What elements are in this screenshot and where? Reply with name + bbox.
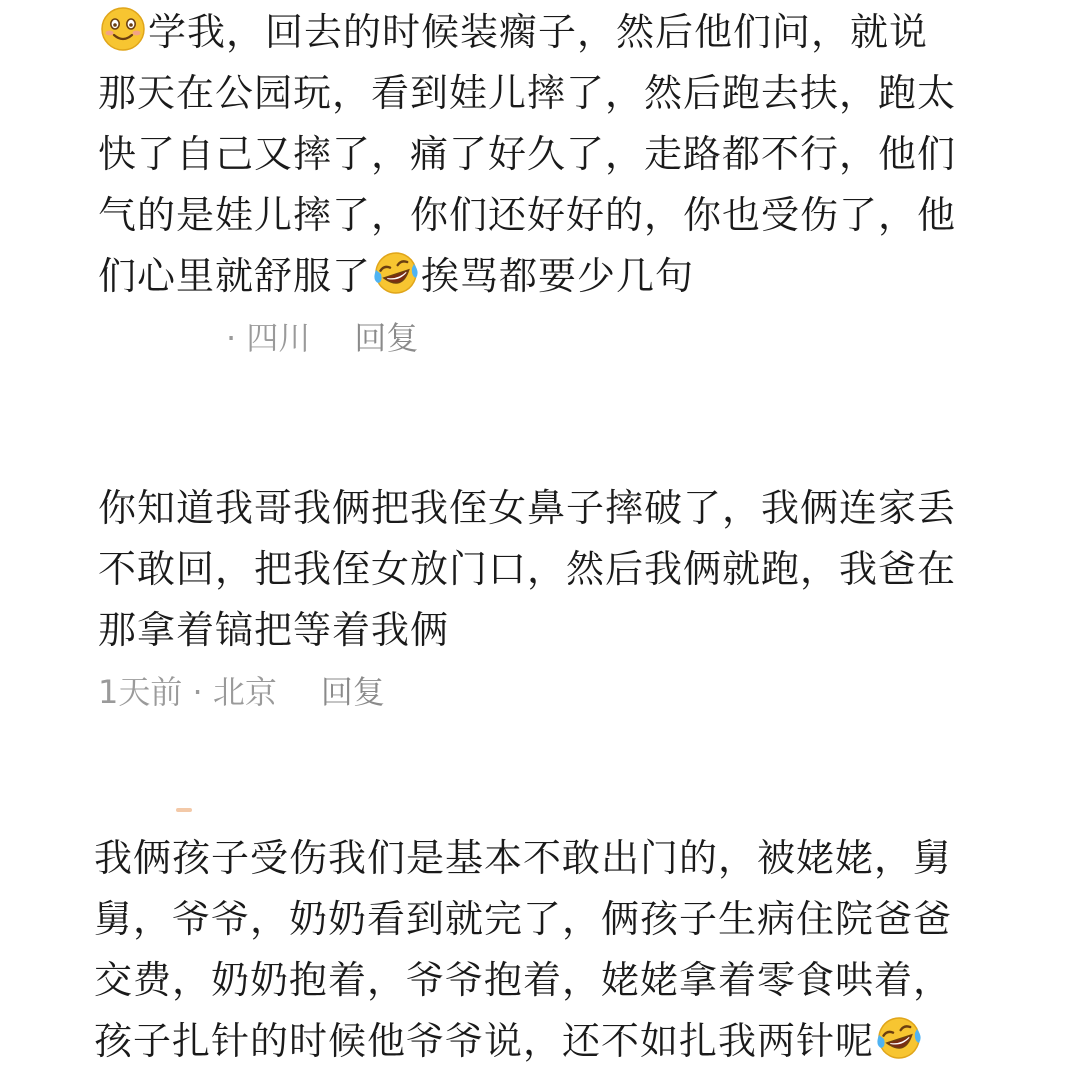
comment-item [98, 478, 978, 715]
laugh-cry-face-icon [876, 1015, 922, 1061]
comment-line-text: 们心里就舒服了 [98, 254, 372, 298]
comment-line [98, 600, 978, 661]
comment-line-text: 气的是娃儿摔了，你们还好好的，你也受伤了，他 [98, 193, 957, 237]
comment-line-text: 挨骂都要少几句 [421, 254, 695, 298]
comment-line [98, 478, 978, 539]
comment-line [98, 246, 978, 307]
comment-item [94, 828, 974, 1072]
comment-line [94, 828, 974, 889]
comment-text [94, 828, 974, 1072]
comment-line-text: 那天在公园玩，看到娃儿摔了，然后跑去扶，跑太 [98, 71, 957, 115]
comment-text [98, 478, 978, 661]
comment-item [98, 2, 978, 361]
comment-line [98, 63, 978, 124]
comment-line [98, 185, 978, 246]
reply-button[interactable]: 回复 [354, 319, 419, 357]
comment-line [98, 2, 978, 63]
comment-line-text: 我俩孩子受伤我们是基本不敢出门的，被姥姥，舅 [94, 836, 953, 880]
comment-line [98, 539, 978, 600]
comment-line-text: 快了自己又摔了，痛了好久了，走路都不行，他们 [98, 132, 957, 176]
comment-line [94, 950, 974, 1011]
comment-line-text: 那拿着镐把等着我俩 [98, 608, 450, 652]
comment-line-text: 交费，奶奶抱着，爷爷抱着，姥姥拿着零食哄着， [94, 958, 953, 1002]
comment-line-text: 你知道我哥我俩把我侄女鼻子摔破了，我俩连家丢 [98, 486, 957, 530]
comment-line [94, 1011, 974, 1072]
comment-text [98, 2, 978, 307]
comment-meta [98, 315, 978, 361]
laugh-cry-face-icon [373, 250, 419, 296]
comment-line [94, 889, 974, 950]
comment-line-text: 孩子扎针的时候他爷爷说，还不如扎我两针呢 [94, 1019, 875, 1063]
comment-line [98, 124, 978, 185]
reply-button[interactable]: 回复 [320, 673, 385, 711]
comment-line-text: 不敢回，把我侄女放门口，然后我俩就跑，我爸在 [98, 547, 957, 591]
comment-meta [98, 669, 978, 715]
smile-face-icon [100, 6, 146, 52]
comment-line-text: 学我，回去的时候装瘸子，然后他们问，就说 [148, 10, 929, 54]
comment-location: · 四川 [226, 319, 311, 357]
comment-time-location: 1天前 · 北京 [98, 673, 277, 711]
comment-line-text: 舅，爷爷，奶奶看到就完了，俩孩子生病住院爸爸 [94, 897, 953, 941]
avatar-fragment [176, 808, 192, 812]
